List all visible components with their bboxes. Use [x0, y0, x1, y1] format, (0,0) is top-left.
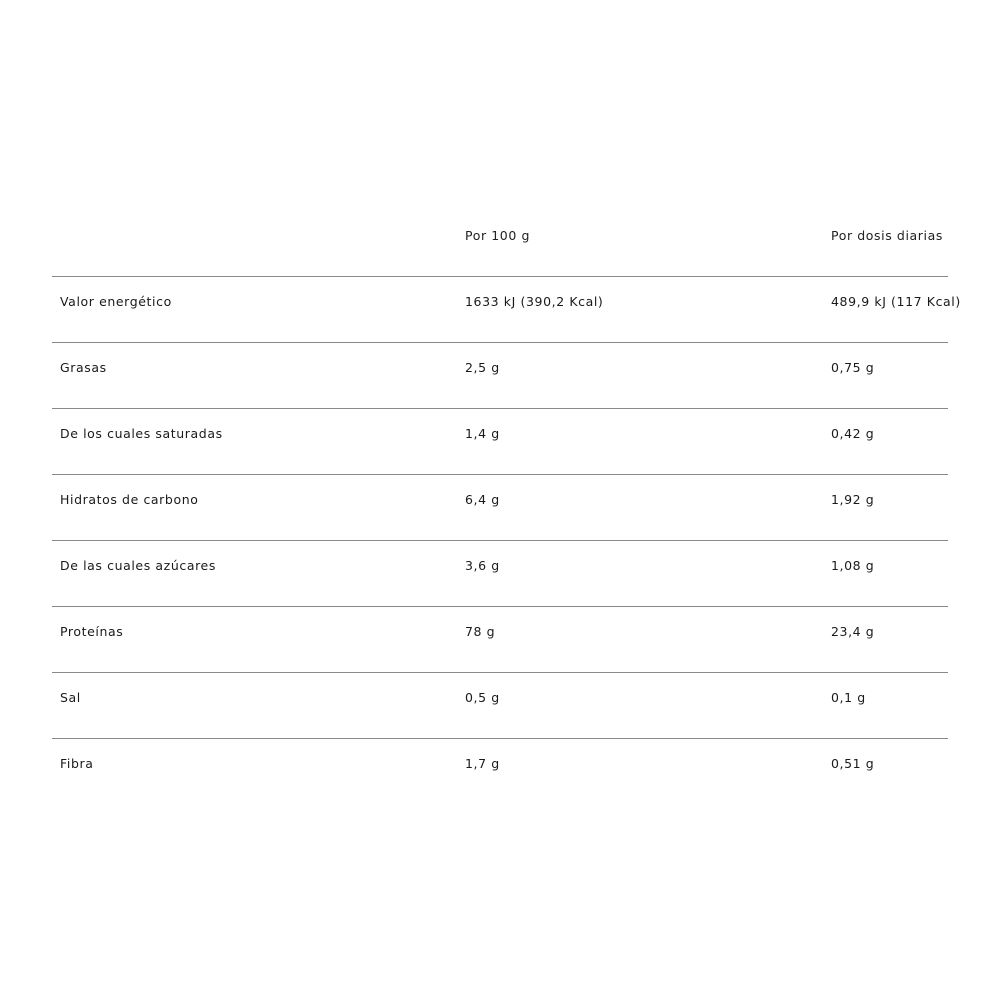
value-per-daily-dose: 0,1 g	[831, 690, 866, 705]
table-row	[52, 607, 948, 673]
value-per-daily-dose: 1,08 g	[831, 558, 875, 573]
value-per-100g: 1,7 g	[465, 756, 500, 771]
nutrient-label: Valor energético	[60, 294, 172, 309]
value-per-daily-dose: 23,4 g	[831, 624, 875, 639]
table-header	[52, 210, 948, 277]
value-per-100g: 1633 kJ (390,2 Kcal)	[465, 294, 604, 309]
nutrient-label: Sal	[60, 690, 81, 705]
value-per-100g: 6,4 g	[465, 492, 500, 507]
table-row	[52, 277, 961, 343]
header-per-100g: Por 100 g	[465, 228, 531, 243]
nutrient-label: Grasas	[60, 360, 107, 375]
value-per-100g: 2,5 g	[465, 360, 500, 375]
value-per-daily-dose: 0,51 g	[831, 756, 875, 771]
table-row	[52, 343, 948, 409]
table-row	[52, 475, 948, 541]
table-row	[52, 673, 948, 739]
value-per-daily-dose: 0,42 g	[831, 426, 875, 441]
nutrient-label: Proteínas	[60, 624, 124, 639]
nutrition-table	[52, 210, 961, 804]
table-row	[52, 739, 948, 804]
header-per-daily-dose: Por dosis diarias	[831, 228, 943, 243]
value-per-daily-dose: 489,9 kJ (117 Kcal)	[831, 294, 961, 309]
nutrient-label: Fibra	[60, 756, 94, 771]
nutrient-label: Hidratos de carbono	[60, 492, 199, 507]
nutrient-label: De las cuales azúcares	[60, 558, 216, 573]
value-per-daily-dose: 1,92 g	[831, 492, 875, 507]
table-row	[52, 541, 948, 607]
value-per-100g: 1,4 g	[465, 426, 500, 441]
value-per-100g: 0,5 g	[465, 690, 500, 705]
nutrient-label: De los cuales saturadas	[60, 426, 223, 441]
value-per-daily-dose: 0,75 g	[831, 360, 875, 375]
value-per-100g: 78 g	[465, 624, 496, 639]
value-per-100g: 3,6 g	[465, 558, 500, 573]
table-row	[52, 409, 948, 475]
